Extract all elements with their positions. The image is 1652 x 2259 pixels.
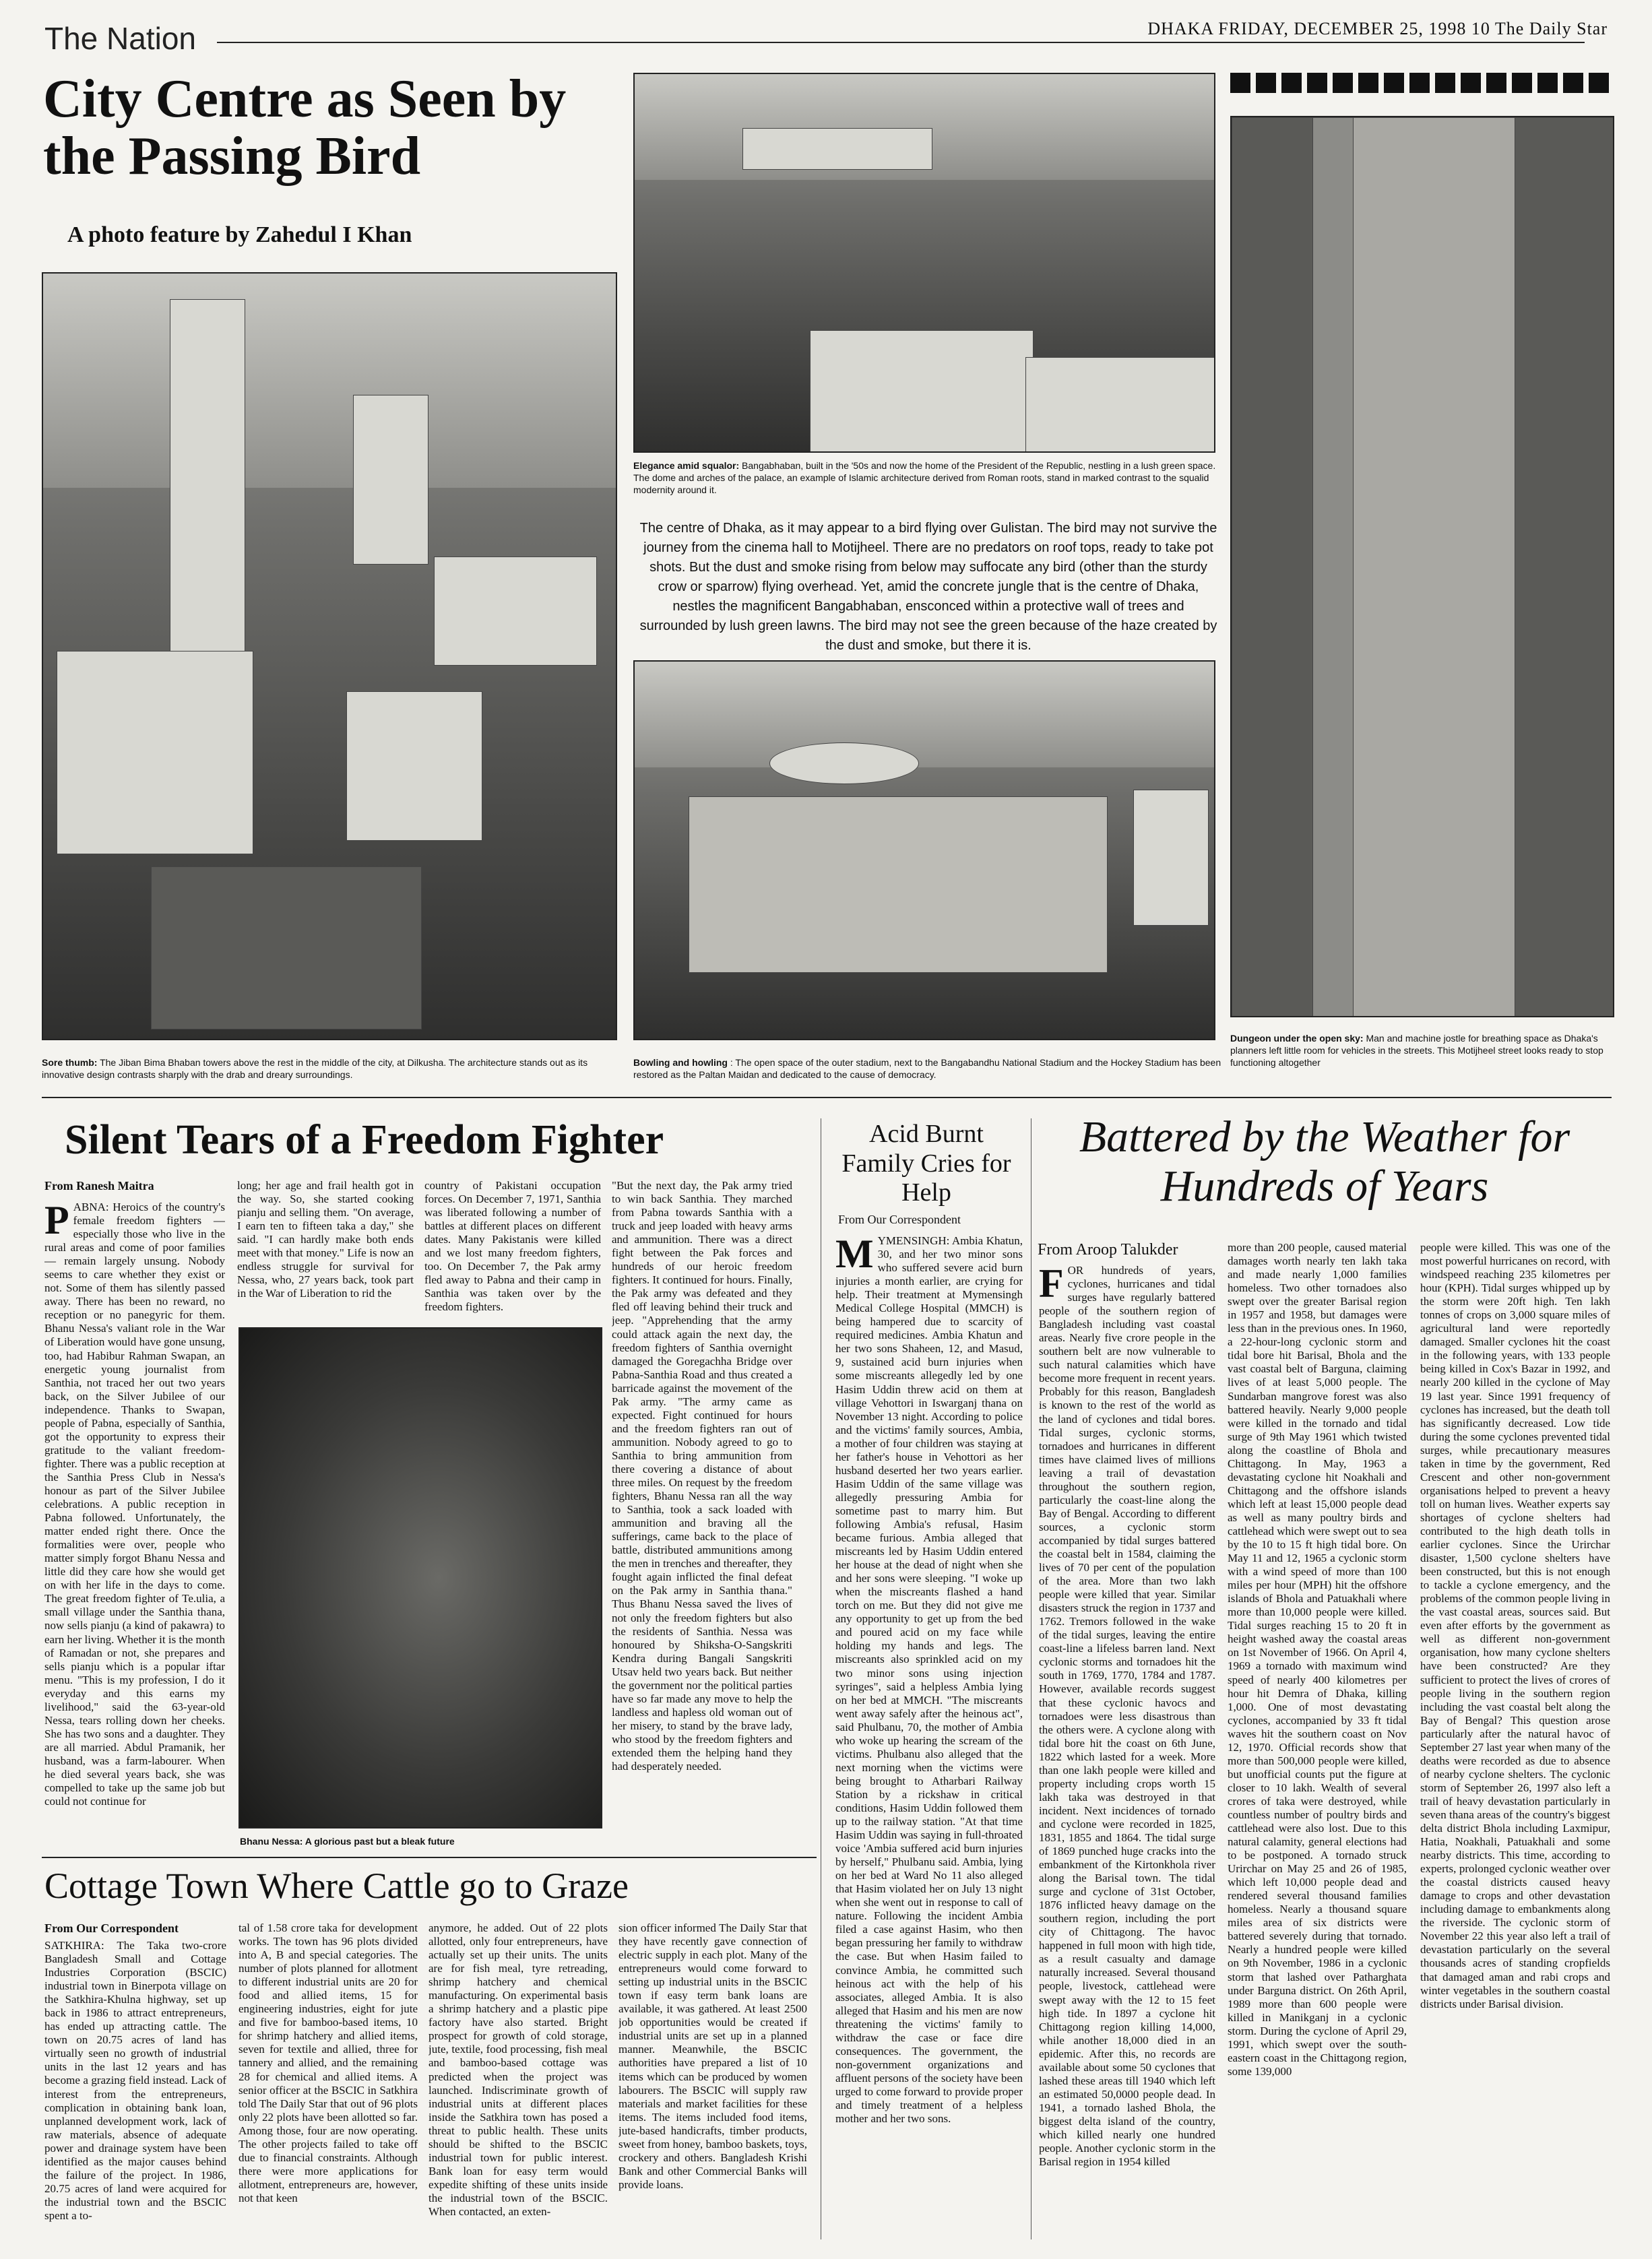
section-divider <box>42 1097 1612 1098</box>
photo-stadium <box>633 660 1215 1040</box>
caption-lead: Bowling and howling <box>633 1057 728 1068</box>
weather-col1 <box>1039 1264 1215 2237</box>
photo-feature-title: City Centre as Seen by the Passing Bird <box>43 69 567 186</box>
cottage-col1: SATKHIRA: The Taka two-crore Bangladesh Small and Cottage Industries Corporation (BSCIC) industrial town in Binerpota village on the Satkhira-Khulna highway, set up back in 1986 to attract entrepreneurs, has ended up attracting cattle. The town on 20.75 acres of land has virtually seen no growth of industrial units in the last 12 years and has become a grazing field instead. Lack of interest from the entrepreneurs, complication in obtaining bank loan, unplanned development work, lack of raw materials, absence of adequate power and drainage system have been identified as the major causes behind the failure of the project. In 1986, 20.75 acres of land were acquired for the industrial town and the BSCIC spent a to- <box>44 1939 226 2222</box>
dropcap: P <box>44 1201 69 1242</box>
section-divider <box>42 1857 817 1858</box>
weather-col3: people were killed. This was one of the most powerful hurricanes on record, with windspeed reaching 235 kilometres per hour (KPH). Tidal surges whipped up by the storm were 20ft high. Ten lakh tonnes of crops on 3,000 square miles of agricultural land were reportedly damaged. Smaller cyclones hit the coast in the following years, with 133 people being killed in Cox's Bazar in 1992, and nearly 200 killed in the cyclone of May 19 last year. Since 1991 frequency of cyclones has increased, but the death toll has significantly decreased. Low tide during the some cyclones prevented tidal surges, while precautionary measures taken in time by the government, Red Crescent and other non-government organisations helped to prevent a heavy toll on human lives. Weather experts say shortages of cyclone shelters had contributed to the high death tolls in earlier cyclones. Since the Urirchar disaster, 1,500 cyclone shelters have been constructed, but this is not enough to tackle a cyclone emergency, and the problems of the common people living in the vast coastal areas, sources said. But even after efforts by the government as well as different non-government organisation, how many cyclone shelters have been constructed? Are they sufficient to protect the lives of crores of people living in the southern region including the vast coastal belt along the Bay of Bengal? This question arose particularly after the natural havoc of September 27 last year when many of the deaths were recorded as due to absence of nearby cyclone shelters. The cyclonic storm of September 26, 1997 also left a trail of heavy devastation particularly in seven thana areas of the country's biggest delta district Bhola including Laxmipur, Hatia, Noakhali, Patuakhali and some nearby districts. This time, according to experts, prolonged cyclonic weather over the coastal districts caused heavy damage to crops and other devastation including damage to embankments along the riverside. The cyclonic storm of November 22 this year also left a trail of devastation particularly on the several thousands acres of standing cropfields that damaged aman and rabi crops and winter vegetables in the southern coastal districts under Barisal division. <box>1420 1241 1610 2010</box>
photo-feature-byline: A photo feature by Zahedul I Khan <box>67 222 412 247</box>
caption-text: The Jiban Bima Bhaban towers above the rest in the middle of the city, at Dilkusha. The architecture stands out as its innovative design contrasts sharply with the drab and dreary surroundings. <box>42 1057 588 1081</box>
photo-feature-intro: The centre of Dhaka, as it may appear to a bird flying over Gulistan. The bird may not survive the journey from the cinema hall to Motijheel. There are no predators on roof tops, ready to take pot shots. But the dust and smoke rising from below may suffocate any bird (other than the sturdy crow or sparrow) flying overhead. Yet, amid the concrete jungle that is the centre of Dhaka, nestles the magnificent Bangabhaban, ensconced within a protective wall of trees and surrounded by lush green lawns. The bird may not see the green because of the haze created by the dust and smoke, but there it is. <box>639 521 1217 653</box>
acid-byline: From Our Correspondent <box>838 1213 961 1226</box>
caption-lead: Dungeon under the open sky: <box>1230 1033 1364 1044</box>
freedom-fighter-title: Silent Tears of a Freedom Fighter <box>65 1117 664 1163</box>
caption-text: Bangabhaban, built in the '50s and now the home of the President of the Republic, nestling in a lush green space. The dome and arches of the palace, an example of Islamic architecture derived from Roman roots, stand in marked contrast to the squalid modernity around it. <box>633 460 1216 496</box>
caption-bowling <box>633 1056 1226 1081</box>
filmstrip-decoration <box>1230 73 1612 93</box>
dropcap: M <box>835 1234 874 1276</box>
freedom-fighter-byline: From Ranesh Maitra <box>44 1179 154 1192</box>
freedom-fighter-col3: country of Pakistani occupation forces. On December 7, 1971, Santhia was liberated following a number of battles at different places on different dates. Many Pakistanis were killed and we lost many freedom fighters, too. On December 7, the Pak army fled away to Pabna and their camp in Santhia was taken over by the freedom fighters. <box>424 1179 601 1314</box>
photo-bhanu-nessa <box>239 1327 602 1828</box>
weather-title: Battered by the Weather for Hundreds of Years <box>1079 1112 1570 1211</box>
section-rule <box>217 42 1585 43</box>
article-text: ABNA: Heroics of the country's female freedom fighters — especially those who live in the rural areas and come of poor families — remain largely unsung. Nobody seems to care whether they exist or not. Some of them has silently passed away. There has been no reward, no reception or no panegyric for them. Bhanu Nessa's valiant role in the War of Liberation would have gone unsung, too, had Habibur Rahman Swapan, an energetic young journalist from Santhia, not traced her out two years back, on the Silver Jubilee of our independence. Thanks to Swapan, people of Pabna, especially of Santhia, got the opportunity to express their gratitude to the valiant freedom-fighter. There was a public reception at the Santhia Press Club in Nessa's honour as part of the Silver Jubilee celebrations. A public reception in Pabna followed. Unfortunately, the matter ended right there. Once the formalities were over, people who matter simply forgot Bhanu Nessa and little did they care how she would get on with her life in the days to come. The great freedom fighter of Te.ulia, a small village under the Santhia thana, now sells pianju (a kind of pakawra) to earn her living. Whether it is the month of Ramadan or not, she prepares and sells pianju which is a popular iftar menu. "This is my profession, I do it everyday and this earns my livelihood," said the 63-year-old Nessa, tears rolling down her cheeks. She has two sons and a daughter. They are all married. Abdul Pramanik, her husband, was a farm-labourer. When he died several years back, she was compelled to take up the same job but could not continue for <box>44 1201 225 1808</box>
caption-text: Man and machine jostle for breathing space as Dhaka's planners left little room for vehicles in the streets. This Motijheel street looks ready to stop functioning altogether <box>1230 1033 1603 1069</box>
cottage-col2: tal of 1.58 crore taka for development works. The town has 96 plots divided into A, B and special categories. The number of plots planned for allotment to different industrial units are 20 for food and allied items, 15 for engineering industries, eight for jute and five for bamboo-based items, 10 for shrimp hatchery and allied items, seven for textile and allied, three for tannery and allied, and the remaining 28 for chemical and allied items. A senior officer at the BSCIC in Satkhira told The Daily Star that out of 96 plots only 22 plots have been allotted so far. Among those, four are now operating. The other projects failed to take off due to financial constraints. Although there were more applications for allotment, entrepreneurs are, however, not that keen <box>239 1921 418 2204</box>
caption-sore-thumb <box>42 1056 621 1081</box>
cottage-col4: sion officer informed The Daily Star that they have recently gave connection of electric supply in each plot. Many of the entrepreneurs would come forward to setting up industrial units in the BSCIC town if easy term bank loans are available, it was gathered. At least 2500 job opportunities would be created if industrial units are set up in a planned manner. Meanwhile, the BSCIC authorities have prepared a list of 10 items which can be produced by women labourers. The BSCIC will supply raw materials and market facilities for these items. The items included food items, jute-based handicrafts, timber products, sweet from honey, bamboo baskets, toys, crockery and others. Bangladesh Krishi Bank and other Commercial Banks will provide loans. <box>618 1921 807 2191</box>
cottage-byline: From Our Correspondent <box>44 1921 179 1935</box>
cottage-title: Cottage Town Where Cattle go to Graze <box>44 1866 629 1906</box>
caption-lead: Sore thumb: <box>42 1057 98 1068</box>
dropcap: F <box>1039 1264 1064 1306</box>
article-text: YMENSINGH: Ambia Khatun, 30, and her two minor sons who suffered severe acid burn injuries a month earlier, are crying for help. Their treatment at Mymensingh Medical College Hospital (MMCH) is being hampered due to scarcity of required medicines. Ambia Khatun and her two sons Shaheen, 12, and Masud, 9, sustained acid burn injuries when some miscreants allegedly led by one Hasim Uddin threw acid on them at village Vehottori in Iswarganj thana on November 13 night. According to police and the victims' family sources, Ambia, a mother of four children was staying at her father's house in Vehottori as her husband deserted her two years earlier. Hasim Uddin of the same village was allegedly pressuring Ambia for sometime past to marry him. But following Ambia's refusal, Hasim became furious. Ambia alleged that miscreants led by Hasim Uddin entered her house at the dead of night when she and her sons were sleeping. "I woke up when the miscreants flashed a hand torch on me. But they did not give me any opportunity to get up from the bed and poured acid on my face while holding my hands and legs. The miscreants also sprinkled acid on my two minor sons using injection syringes", said a helpless Ambia lying on her bed at MMCH. "The miscreants went away safely after the heinous act", said Phulbanu, 70, the mother of Ambia who woke up hearing the scream of the victims. Phulbanu also alleged that the next morning when the victims were being brought to Atharbari Railway Station by a rickshaw in critical conditions, Hasim Uddin followed them up to the railway station. "At that time Hasim Uddin was saying in full-throated voice 'Ambia suffered acid burn injuries by herself," Phulbanu said. Ambia, lying on her bed at Ward No 11 also alleged that Hasim violated her on July 13 night when she went out in response to call of nature. Following the incident Ambia filed a case against Hasim, who then began pressuring her family to withdraw the case. But when Hasim failed to convince Ambia, he committed such heinous act with the help of his associates, alleged Ambia. It is also alleged that Hasim and his men are now threatening the victims' family to withdraw the case or face dire consequences. The government, the non-government organizations and affluent persons of the society have been urged to come forward to provide proper and timely treatment of a helpless mother and her two sons. <box>835 1234 1023 2126</box>
section-title: The Nation <box>44 21 197 56</box>
caption-dungeon <box>1230 1032 1612 1069</box>
photo-bangabhaban <box>633 73 1215 453</box>
freedom-fighter-col4: "But the next day, the Pak army tried to win back Santhia. They marched from Pabna towards Santhia with a truck and jeep loaded with heavy arms and ammunition. There was a direct fight between the Pak forces and hundreds of our heroic freedom fighters. It continued for hours. Finally, the Pak army was defeated and they fled off leaving behind their truck and jeep. "Apprehending that the army could attack again the next day, the freedom fighters of Santhia overnight damaged the Goregachha Bridge over Pabna-Santhia Road and thus created a barricade against the movement of the Pak army. "The army came as expected. Fight continued for hours and the freedom fighters ran out of ammunition. Nobody agreed to go to Santhia to bring ammunition from there covering a distance of about three miles. On request by the freedom fighters, Bhanu Nessa ran all the way to Santhia, took a sack loaded with ammunition and braving all the sufferings, came back to the place of battle, distributed ammunitions among the men in trenches and thereafter, they fought again inflicted the final defeat on the Pak army in Santhia thana." Thus Bhanu Nessa saved the lives of not only the freedom fighters but also the residents of Santhia. Nessa was honoured by Shiksha-O-Sangskriti Kendra during Bangali Sangskriti Utsav held two years back. But neither the government nor the political parties have so far made any move to help the landless and hapless old woman out of her misery, to stand by the brave lady, who stood by the freedom fighters and extended them the helping hand they had desperately needed. <box>612 1179 792 1773</box>
cottage-col3: anymore, he added. Out of 22 plots allotted, only four entrepreneurs, have actually set up their units. The units are for fish meal, tyre retreading, shrimp hatchery and chemical manufacturing. On experimental basis a shrimp hatchery and a plastic pipe factory have also started. Bright prospect for growth of cold storage, jute, textile, food processing, fish meal and bamboo-based cottage was predicted when the project was launched. Indiscriminate growth of industrial units at different places inside the Satkhira town has posed a threat to public health. These units should be shifted to the BSCIC industrial town for public interest. Bank loan for easy term would expedite shifting of these units inside the industrial town of the BSCIC. When contacted, an exten- <box>428 1921 608 2218</box>
freedom-fighter-col2: long; her age and frail health got in the way. So, she started cooking pianju and selling them. "On average, I earn ten to fifteen taka a day," she said. "I can hardly make both ends meet with that money." Life is now an endless struggle for survival for Nessa, who, 27 years back, took part in the War of Liberation to rid the <box>237 1179 414 1300</box>
photo-jiban-bima <box>42 272 617 1040</box>
caption-bhanu-nessa: Bhanu Nessa: A glorious past but a bleak future <box>240 1836 455 1847</box>
caption-lead: Elegance amid squalor: <box>633 460 740 471</box>
photo-motijheel <box>1230 116 1614 1017</box>
weather-byline: From Aroop Talukder <box>1038 1241 1178 1259</box>
article-text: OR hundreds of years, cyclones, hurricanes and tidal surges have regularly battered people of the southern region of Bangladesh including vast coastal areas. Nearly five crore people in the southern belt are now vulnerable to such natural calamities which have become more frequent in recent years. Probably for this reason, Bangladesh is known to the rest of the world as the land of cyclones and tidal bores. Tidal surges, cyclonic storms, tornadoes and hurricanes in different times have claimed lives of millions leaving a trail of devastation throughout the southern region, particularly the coast-line along the Bay of Bengal. According to different sources, a cyclonic storm accompanied by tidal surges battered the coastal belt in 1584, claiming the lives of 70 per cent of the population of the area. More than two lakh people were killed that year. Similar disasters struck the region in 1737 and 1762. Tremors followed in the wake of the tidal surges, leaving the entire coast-line a lifeless barren land. Next cyclonic storms and tornadoes hit the south in 1769, 1770, 1784 and 1787. However, available records suggest that these cyclonic havocs and tornadoes were less disastrous than the others were. A cyclone along with tidal bore hit the coast on 6th June, 1822 which lasted for a week. More than one lakh people were killed and property including crops worth 15 lakh taka was destroyed in that incident. Next incidences of tornado and cyclone were recorded in 1825, 1831, 1855 and 1864. The tidal surge of 1869 punched huge cracks into the embankment of the Kirtonkhola river along the Barisal town. The tidal surge and cyclone of 31st October, 1876 inflicted heavy damage on the southern region, including the port city of Chittagong. The havoc happened in full moon with high tide, as a result casualty and damage naturally increased. Several thousand people, livestock, cattlehead were swept away with the 12 to 15 feet high tide. In 1897 a cyclone hit Chittagong region killing 14,000, while another 18,000 died in an epidemic. After this, no records are available about some 50 cyclones that lashed these areas till 1940 which left an estimated 50,0000 people dead. In 1941, a tornado lashed Bhola, the biggest delta island of the country, which killed nearly one hundred people. Another cyclonic storm in the Barisal region in 1954 killed <box>1039 1264 1215 2169</box>
weather-col2: more than 200 people, caused material damages worth nearly ten lakh taka and made nearly 1,000 families homeless. Two other tornadoes also swept over the greater Barisal region in 1957 and 1958, but damages were less than in the previous ones. In 1960, a 22-hour-long cyclonic storm and tidal bore hit Barisal, Bhola and the vast coastal belt of Barguna, claiming lives of at least 5,000 people. The Sundarban mangrove forest was also battered heavily. Nearly 9,000 people were killed in the tornado and tidal surge of 9th May 1961 which twisted along the coastline of Bhola and Chittagong. In May, 1963 a devastating cyclone hit Noakhali and Chittagong and the offshore islands which left at least 15,000 people dead as well as many poultry birds and cattlehead which were swept out to sea by the 10 to 15 ft high tidal bore. On May 11 and 12, 1965 a cyclonic storm with a wind speed of more than 100 miles per hour (MPH) hit the offshore islands of Bhola and Patuakhali where more than 10,000 people were killed. Tidal surges reaching 15 to 20 ft in height washed away the coastal areas on 1st November of 1966. On April 4, 1969 a tornado with maximum wind speed of nearly 400 kilometres per hour hit Demra of Dhaka, killing 1,000. One of most devastating cyclones, accompanied by 33 ft tidal waves hit the southern coast on Nov 12, 1970. Official records show that more than 500,000 people were killed, but unofficial counts put the figure at closer to 10 lakh. Wealth of several crores of taka were destroyed, while countless number of poultry birds and cattlehead were also lost. Due to this natural calamity, general elections had to be postponed. A tornado struck Urirchar on May 25 and 26 of 1985, which left 10,000 people dead and rendered several thousand families homeless. Nearly a thousand square miles area of six districts were battered severely during that tornado. Nearly a hundred people were killed on 9th November, 1986 in a cyclonic storm that lashed over Patharghata under Barguna district. On 26th April, 1989 more than 600 people were killed in Manikganj in a cyclonic storm. During the cyclone of April 29, 1991, which swept over the south-eastern coast in the Chittagong region, some 139,000 <box>1228 1241 1407 2078</box>
dateline: DHAKA FRIDAY, DECEMBER 25, 1998 10 The Daily Star <box>1147 19 1608 38</box>
caption-elegance <box>633 459 1226 497</box>
caption-text: : The open space of the outer stadium, next to the Bangabandhu National Stadium and the Hockey Stadium has been restored as the Paltan Maidan and dedicated to the cause of democracy. <box>633 1057 1221 1081</box>
acid-body <box>835 1234 1023 2237</box>
acid-title: Acid Burnt Family Cries for Help <box>841 1120 1011 1207</box>
freedom-fighter-col1 <box>44 1201 225 1839</box>
